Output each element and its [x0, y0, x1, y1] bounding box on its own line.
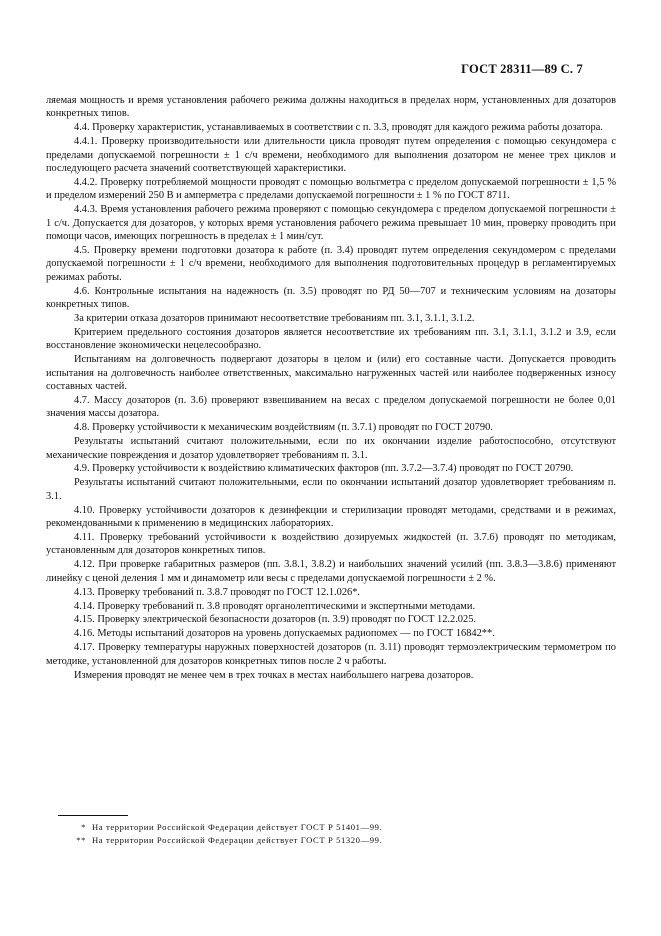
- paragraph: Результаты испытаний считают положительными, если по окончании испытаний дозатор удовлетворяет требованиям п. 3.1.: [46, 477, 616, 502]
- paragraph: 4.15. Проверку электрической безопасности дозаторов (п. 3.9) проводят по ГОСТ 12.2.025.: [74, 614, 476, 626]
- paragraph: 4.10. Проверку устойчивости дозаторов к дезинфекции и стерилизации проводят методами, средствами и в режимах, рекомендованными к применению в медицинских лабораториях.: [46, 504, 616, 530]
- paragraph: 4.7. Массу дозаторов (п. 3.6) проверяют взвешиванием на весах с пределом допускаемой погрешности не более 0,01 значения массы дозатора.: [46, 394, 616, 420]
- paragraph: Испытаниям на долговечность подвергают дозаторы в целом и (или) его составные части. Допускается проводить испытания на долговечность наиболее ответственных, максимально нагруженных частей или наиболее подверженных износу составных частей.: [46, 354, 616, 393]
- paragraph: 4.16. Методы испытаний дозаторов на уровень допускаемых радиопомех — по ГОСТ 16842**.: [74, 628, 495, 640]
- footnote-mark: **: [76, 835, 86, 845]
- paragraph: Измерения проводят не менее чем в трех точках в местах наибольшего нагрева дозаторов.: [74, 669, 474, 681]
- paragraph: 4.9. Проверку устойчивости к воздействию климатических факторов (пп. 3.7.2—3.7.4) проводят по ГОСТ 20790.: [74, 463, 574, 475]
- footnote: [62, 821, 382, 834]
- footnote-mark: *: [81, 822, 86, 832]
- footnote: [62, 834, 382, 847]
- paragraph: 4.6. Контрольные испытания на надежность (п. 3.5) проводят по РД 50—707 и техническим условиям на дозаторы конкретных типов.: [46, 285, 616, 311]
- document-body: [46, 94, 616, 682]
- paragraph: 4.12. При проверке габаритных размеров (пп. 3.8.1, 3.8.2) и наибольших значений усилий (пп. 3.8.3—3.8.6) применяют линейку с ценой деления 1 мм и динамометр или весы с пределами допускаемой погрешности ± 2 %.: [46, 559, 616, 584]
- paragraph: 4.11. Проверку требований устойчивости к воздействию дозируемых жидкостей (п. 3.7.6) проводят по методикам, установленным для дозаторов конкретных типов.: [46, 532, 616, 557]
- paragraph: 4.4.1. Проверку производительности или длительности цикла проводят путем определения с помощью секундомера с пределами допускаемой погрешности ± 1 с/ч времени, необходимого для выполнения дозатором не менее трех циклов и последующего расчета значений соответствующей характеристики.: [46, 136, 616, 175]
- paragraph: ляемая мощность и время установления рабочего режима должны находиться в пределах норм, установленных для дозаторов конкретных типов.: [46, 95, 616, 120]
- footnotes: [62, 821, 382, 847]
- footnote-divider: [58, 815, 128, 816]
- paragraph: Критерием предельного состояния дозаторов является несоответствие их требованиям пп. 3.1, 3.1.1, 3.1.2 и 3.9, если восстановление экономически нецелесообразно.: [46, 326, 616, 352]
- paragraph: 4.4.2. Проверку потребляемой мощности проводят с помощью вольтметра с пределом допускаемой погрешности ± 1,5 % и пределом измерений 250 В и амперметра с пределами допускаемой погрешности ± 1 % по ГОСТ 8711.: [46, 176, 616, 202]
- paragraph: 4.5. Проверку времени подготовки дозатора к работе (п. 3.4) проводят путем определения секундомером с пределами допускаемой погрешности ± 1 с/ч времени, необходимого для выполнения подготовительных процедур в регламентируемых режимах работы.: [46, 244, 616, 283]
- paragraph: 4.14. Проверку требований п. 3.8 проводят органолептическими и экспертными методами.: [74, 600, 476, 612]
- page-header: ГОСТ 28311—89 С. 7: [461, 62, 583, 76]
- paragraph: 4.4. Проверку характеристик, устанавливаемых в соответствии с п. 3.3, проводят для каждого режима работы дозатора.: [74, 122, 603, 134]
- footnote-text: На территории Российской Федерации действует ГОСТ Р 51401—99.: [92, 822, 383, 832]
- paragraph: 4.17. Проверку температуры наружных поверхностей дозаторов (п. 3.11) проводят термоэлектрическим термометром по методике, установленной для дозаторов конкретных типов после 2 ч работы.: [46, 642, 616, 667]
- paragraph: 4.13. Проверку требований п. 3.8.7 проводят по ГОСТ 12.1.026*.: [74, 586, 361, 598]
- paragraph: Результаты испытаний считают положительными, если по их окончании изделие работоспособно, отсутствуют механические повреждения и дозатор удовлетворяет требованиям п. 3.1.: [46, 436, 616, 461]
- footnote-text: На территории Российской Федерации действует ГОСТ Р 51320—99.: [92, 835, 383, 845]
- paragraph: За критерии отказа дозаторов принимают несоответствие требованиям пп. 3.1, 3.1.1, 3.1.2.: [74, 313, 475, 324]
- paragraph: 4.4.3. Время установления рабочего режима проверяют с помощью секундомера с пределом допускаемой погрешности ± 1 с/ч. Допускается для дозаторов, у которых время установления рабочего режима превышает 10 мин, проверку проводить при помощи часов, имеющих погрешность в пределах ± 1 мин/сут.: [46, 204, 616, 243]
- paragraph: 4.8. Проверку устойчивости к механическим воздействиям (п. 3.7.1) проводят по ГОСТ 20790.: [74, 422, 493, 434]
